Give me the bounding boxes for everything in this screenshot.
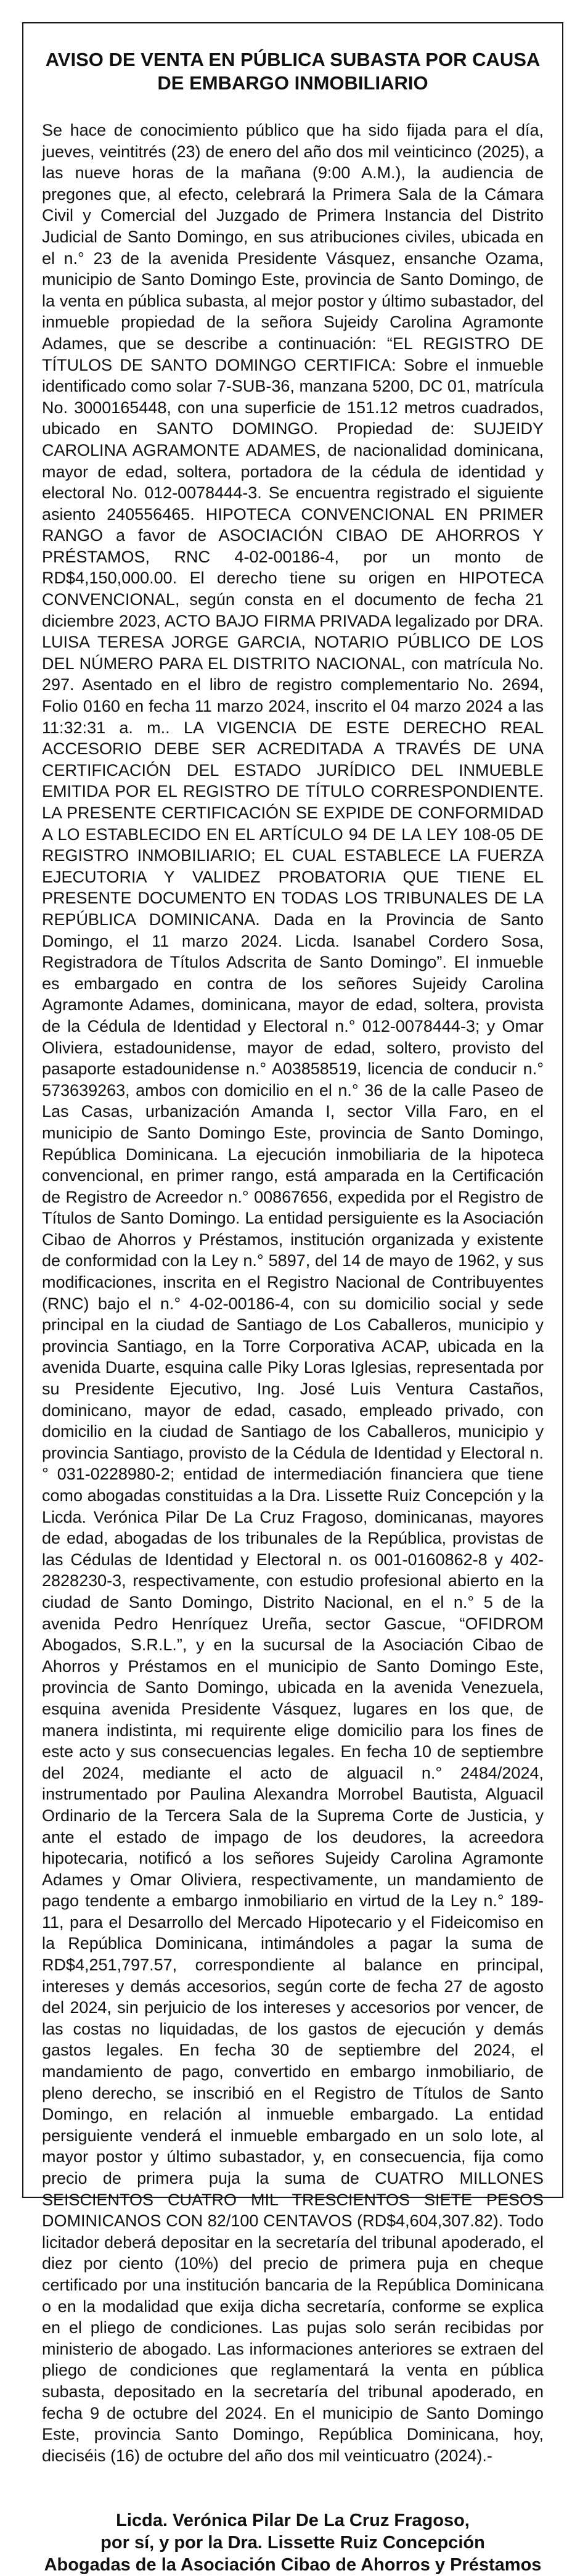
signature-line-2: por sí, y por la Dra. Lissette Ruiz Concepción <box>100 2533 485 2553</box>
signature-line-1: Licda. Verónica Pilar De La Cruz Fragoso, <box>116 2511 470 2531</box>
notice-body: Se hace de conocimiento público que ha sido fijada para el día, jueves, veintitrés (23) de enero del año dos mil veinticinco (2025), a las nueve horas de la mañana (9:00 A.M.), la audiencia de pregones que, al efecto, celebrará la Primera Sala de la Cámara Civil y Comercial del Juzgado de Primera Instancia del Distrito Judicial de Santo Domingo, en sus atribuciones civiles, ubicada en el n.° 23 de la avenida Presidente Vásquez, ensanche Ozama, municipio de Santo Domingo Este, provincia de Santo Domingo, de la venta en pública subasta, al mejor postor y último subastador, del inmueble propiedad de la señora Sujeidy Carolina Agramonte Adames, que se describe a continuación: “EL REGISTRO DE TÍTULOS DE SANTO DOMINGO CERTIFICA: Sobre el inmueble identificado como solar 7-SUB-36, manzana 5200, DC 01, matrícula No. 3000165448, con una superficie de 151.12 metros cuadrados, ubicado en SANTO DOMINGO. Propiedad de: SUJEIDY CAROLINA AGRAMONTE ADAMES, de nacionalidad dominicana, mayor de edad, soltera, portadora de la cédula de identidad y electoral No. 012-0078444-3. Se encuentra registrado el siguiente asiento 240556465. HIPOTECA CONVENCIONAL EN PRIMER RANGO a favor de ASOCIACIÓN CIBAO DE AHORROS Y PRÉSTAMOS, RNC 4-02-00186-4, por un monto de RD$4,150,000.00. El derecho tiene su origen en HIPOTECA CONVENCIONAL, según consta en el documento de fecha 21 diciembre 2023, ACTO BAJO FIRMA PRIVADA legalizado por DRA. LUISA TERESA JORGE GARCIA, NOTARIO PÚBLICO DE LOS DEL NÚMERO PARA EL DISTRITO NACIONAL, con matrícula No. 297. Asentado en el libro de registro complementario No. 2694, Folio 0160 en fecha 11 marzo 2024, inscrito el 04 marzo 2024 a las 11:32:31 a. m.. LA VIGENCIA DE ESTE DERECHO REAL ACCESORIO DEBE SER ACREDITADA A TRAVÉS DE UNA CERTIFICACIÓN DEL ESTADO JURÍDICO DEL INMUEBLE EMITIDA POR EL REGISTRO DE TÍTULO CORRESPONDIENTE. LA PRESENTE CERTIFICACIÓN SE EXPIDE DE CONFORMIDAD A LO ESTABLECIDO EN EL ARTÍCULO 94 DE LA LEY 108-05 DE REGISTRO INMOBILIARIO; EL CUAL ESTABLECE LA FUERZA EJECUTORIA Y VALIDEZ PROBATORIA QUE TIENE EL PRESENTE DOCUMENTO EN TODAS LOS TRIBUNALES DE LA REPÚBLICA DOMINICANA. Dada en la Provincia de Santo Domingo, el 11 marzo 2024. Licda. Isanabel Cordero Sosa, Registradora de Títulos Adscrita de Santo Domingo”. El inmueble es embargado en contra de los señores Sujeidy Carolina Agramonte Adames, dominicana, mayor de edad, soltera, provista de la Cédula de Identidad y Electoral n.° 012-0078444-3; y Omar Oliviera, estadounidense, mayor de edad, soltero, provisto del pasaporte estadounidense n.° A03858519, licencia de conducir n.° 573639263, ambos con domicilio en el n.° 36 de la calle Paseo de Las Casas, urbanización Amanda I, sector Villa Faro, en el municipio de Santo Domingo Este, provincia de Santo Domingo, República Dominicana. La ejecución inmobiliaria de la hipoteca convencional, en primer rango, está amparada en la Certificación de Registro de Acreedor n.° 00867656, expedida por el Registro de Títulos de Santo Domingo. La entidad persiguiente es la Asociación Cibao de Ahorros y Préstamos, institución organizada y existente de conformidad con la Ley n.° 5897, del 14 de mayo de 1962, y sus modificaciones, inscrita en el Registro Nacional de Contribuyentes (RNC) bajo el n.° 4-02-00186-4, con su domicilio social y sede principal en la ciudad de Santiago de Los Caballeros, municipio y provincia Santiago, en la Torre Corporativa ACAP, ubicada en la avenida Duarte, esquina calle Piky Loras Iglesias, representada por su Presidente Ejecutivo, Ing. José Luis Ventura Castaños, dominicano, mayor de edad, casado, empleado privado, con domicilio en la ciudad de Santiago de los Caballeros, municipio y provincia Santiago, provisto de la Cédula de Identidad y Electoral n.° 031-0228980-2; entidad de intermediación financiera que tiene como abogadas constituidas a la Dra. Lissette Ruiz Concepción y la Licda. Verónica Pilar De La Cruz Fragoso, dominicanas, mayores de edad, abogadas de los tribunales de la República, provistas de las Cédulas de Identidad y Electoral n. os 001-0160862-8 y 402-2828230-3, respectivamente, con estudio profesional abierto en la ciudad de Santo Domingo, Distrito Nacional, en el n.° 5 de la avenida Pedro Henríquez Ureña, sector Gascue, “OFIDROM Abogados, S.R.L.”, y en la sucursal de la Asociación Cibao de Ahorros y Préstamos en el municipio de Santo Domingo Este, provincia de Santo Domingo, ubicada en la avenida Venezuela, esquina avenida Presidente Vásquez, lugares en los que, de manera indistinta, mi requirente elige domicilio para los fines de este acto y sus consecuencias legales. En fecha 10 de septiembre del 2024, mediante el acto de alguacil n.° 2484/2024, instrumentado por Paulina Alexandra Morrobel Bautista, Alguacil Ordinario de la Tercera Sala de la Suprema Corte de Justicia, y ante el estado de impago de los deudores, la acreedora hipotecaria, notificó a los señores Sujeidy Carolina Agramonte Adames y Omar Oliviera, respectivamente, un mandamiento de pago tendente a embargo inmobiliario en virtud de la Ley n.° 189-11, para el Desarrollo del Mercado Hipotecario y el Fideicomiso en la República Dominicana, intimándoles a pagar la suma de RD$4,251,797.57, correspondiente al balance en principal, intereses y demás accesorios, según corte de fecha 27 de agosto del 2024, sin perjuicio de los intereses y accesorios por vencer, de las costas no liquidadas, de los gastos de ejecución y demás gastos legales. En fecha 30 de septiembre del 2024, el mandamiento de pago, convertido en embargo inmobiliario, de pleno derecho, se inscribió en el Registro de Títulos de Santo Domingo, en relación al inmueble embargado. La entidad persiguiente venderá el inmueble embargado en un solo lote, al mayor postor y último subastador, y, en consecuencia, fija como precio de primera puja la suma de CUATRO MILLONES SEISCIENTOS CUATRO MIL TRESCIENTOS SIETE PESOS DOMINICANOS CON 82/100 CENTAVOS (RD$4,604,307.82). Todo licitador deberá depositar en la secretaría del tribunal apoderado, el diez por ciento (10%) del precio de primera puja en cheque certificado por una institución bancaria de la República Dominicana o en la modalidad que exija dicha secretaría, conforme se explica en el pliego de condiciones. Las pujas solo serán recibidas por ministerio de abogado. Las informaciones anteriores se extraen del pliego de condiciones que reglamentará la venta en pública subasta, depositado en la secretaría del tribunal apoderado, en fecha 9 de octubre del 2024. En el municipio de Santo Domingo Este, provincia Santo Domingo, República Dominicana, hoy, dieciséis (16) de octubre del año dos mil veinticuatro (2024).- <box>42 121 544 2465</box>
legal-notice <box>22 22 563 2575</box>
notice-signature <box>42 2509 544 2576</box>
notice-title-line-2: DE EMBARGO INMOBILIARIO <box>157 72 428 94</box>
signature-line-3: Abogadas de la Asociación Cibao de Ahorros y Préstamos <box>44 2555 542 2575</box>
notice-title-line-1: AVISO DE VENTA EN PÚBLICA SUBASTA POR CAUSA <box>45 49 541 70</box>
notice-title <box>42 48 544 95</box>
